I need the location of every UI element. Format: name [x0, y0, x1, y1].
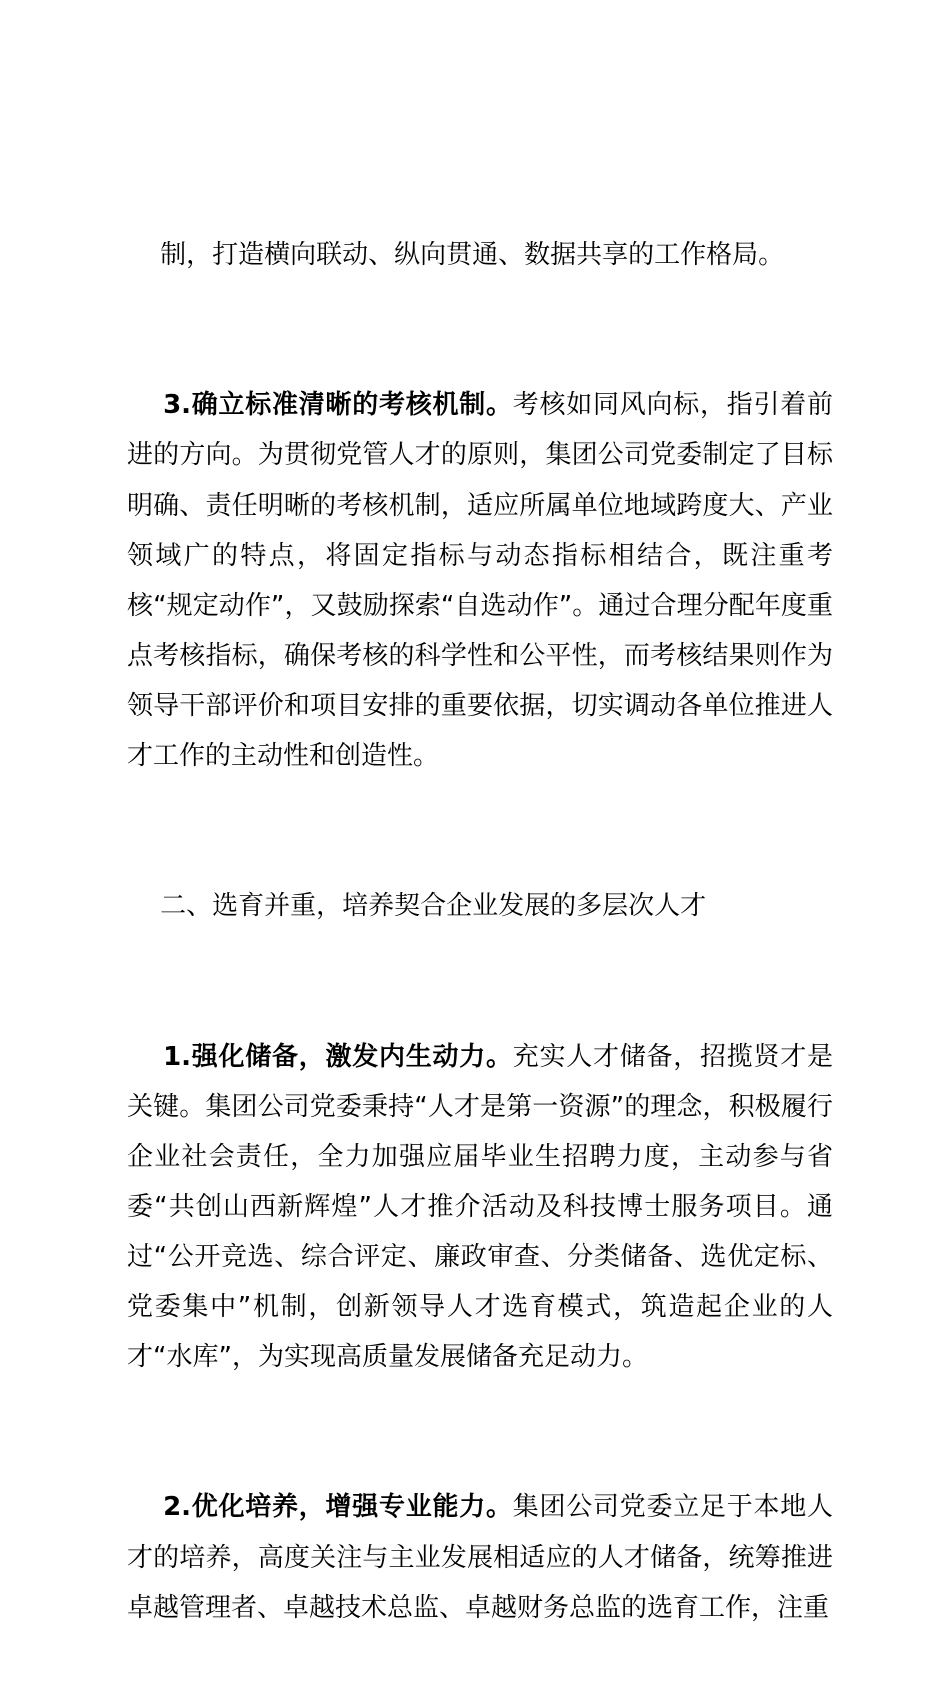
paragraph-heading: 1.强化储备，激发内生动力。 [163, 1041, 513, 1072]
paragraph-body: 集团公司党委立足于本地人才的培养，高度关注与主业发展相适应的人才储备，统筹推进卓越管理者、卓越技术总监、卓越财务总监的选育工作，注重 [127, 1492, 833, 1623]
paragraph-body: 考核如同风向标，指引着前进的方向。为贯彻党管人才的原则，集团公司党委制定了目标明确、责任明晰的考核机制，适应所属单位地域跨度大、产业领域广的特点，将固定指标与动态指标相结合，既注重考核“规定动作”，又鼓励探索“自选动作”。通过合理分配年度重点考核指标，确保考核的科学性和公平性，而考核结果则作为领导干部评价和项目安排的重要依据，切实调动各单位推进人才工作的主动性和创造性。 [127, 390, 833, 772]
paragraph-talent-reserve [127, 982, 833, 1433]
paragraph-talent-training [127, 1432, 833, 1682]
paragraph-heading: 3.确立标准清晰的考核机制。 [163, 390, 513, 421]
paragraph-body: 制，打造横向联动、纵向贯通、数据共享的工作格局。 [160, 240, 785, 271]
paragraph-heading: 2.优化培养，增强专业能力。 [163, 1492, 513, 1523]
document-page [127, 180, 833, 1683]
section-heading-2 [127, 831, 833, 981]
section-title: 二、选育并重，培养契合企业发展的多层次人才 [160, 891, 707, 922]
paragraph-continuation [127, 180, 833, 330]
paragraph-assessment-mechanism [127, 330, 833, 831]
paragraph-body: 充实人才储备，招揽贤才是关键。集团公司党委秉持“人才是第一资源”的理念，积极履行企业社会责任，全力加强应届毕业生招聘力度，主动参与省委“共创山西新辉煌”人才推介活动及科技博士服务项目。通过“公开竞选、综合评定、廉政审查、分类储备、选优定标、党委集中”机制，创新领导人才选育模式，筑造起企业的人才“水库”，为实现高质量发展储备充足动力。 [127, 1041, 833, 1373]
